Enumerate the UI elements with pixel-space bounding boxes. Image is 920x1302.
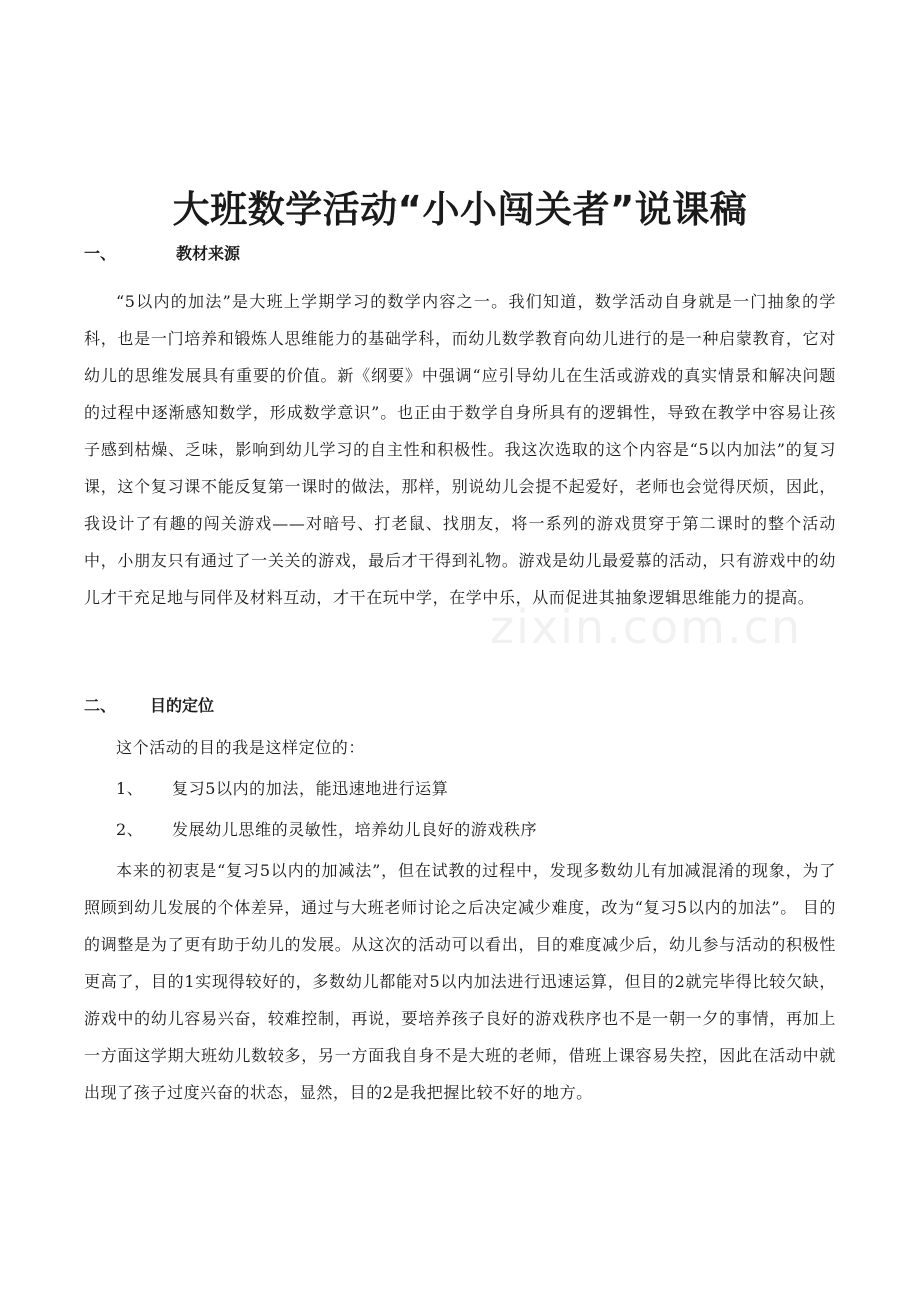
goal-number: 1、 xyxy=(116,779,144,798)
goal-list-item xyxy=(116,819,537,841)
watermark: zixin.com.cn xyxy=(490,600,803,654)
section-label: 目的定位 xyxy=(150,696,215,715)
goal-text: 发展幼儿思维的灵敏性，培养幼儿良好的游戏秩序 xyxy=(172,820,538,839)
section-paragraph-goals: 本来的初衷是“复习5以内的加减法”，但在试教的过程中，发现多数幼儿有加减混淆的现象，为了照顾到幼儿发展的个体差异，通过与大班老师讨论之后决定减少难度，改为“复习5以内的加法”。 目的的调整是为了更有助于幼儿的发展。从这次的活动可以看出，目的难度减少后，幼儿参与活动的积极性更高了，目的1实现得较好的，多数幼儿都能对5以内加法进行迅速运算，但目的2就完毕得比较欠缺，游戏中的幼儿容易兴奋，较难控制，再说，要培养孩子良好的游戏秩序也不是一朝一夕的事情，再加上一方面这学期大班幼儿数较多，另一方面我自身不是大班的老师，借班上课容易失控，因此在活动中就出现了孩子过度兴奋的状态，显然，目的2是我把握比较不好的地方。 xyxy=(84,861,836,1102)
section-label: 教材来源 xyxy=(176,244,241,263)
section-heading-source xyxy=(84,243,240,265)
goal-number: 2、 xyxy=(116,820,144,839)
goal-list-item xyxy=(116,778,448,800)
section-paragraph-source: “5以内的加法”是大班上学期学习的数学内容之一。我们知道，数学活动自身就是一门抽象的学科，也是一门培养和锻炼人思维能力的基础学科，而幼儿数学教育向幼儿进行的是一种启蒙教育，它对幼儿的思维发展具有重要的价值。新《纲要》中强调“应引导幼儿在生活或游戏的真实情景和解决问题的过程中逐渐感知数学，形成数学意识”。也正由于数学自身所具有的逻辑性，导致在教学中容易让孩子感到枯燥、乏味，影响到幼儿学习的自主性和积极性。我这次选取的这个内容是“5以内加法”的复习课，这个复习课不能反复第一课时的做法，那样，别说幼儿会提不起爱好，老师也会觉得厌烦，因此，我设计了有趣的闯关游戏——对暗号、打老鼠、找朋友，将一系列的游戏贯穿于第二课时的整个活动中，小朋友只有通过了一关关的游戏，最后才干得到礼物。游戏是幼儿最爱慕的活动，只有游戏中的幼儿才干充足地与同伴及材料互动，才干在玩中学，在学中乐，从而促进其抽象逻辑思维能力的提高。 xyxy=(84,292,836,607)
goal-text: 复习5以内的加法，能迅速地进行运算 xyxy=(172,779,449,798)
section-number: 一、 xyxy=(84,244,117,263)
section-heading-goals xyxy=(84,695,214,717)
goals-intro: 这个活动的目的我是这样定位的： xyxy=(116,738,366,757)
document-title: 大班数学活动“小小闯关者”说课稿 xyxy=(172,188,748,231)
section-number: 二、 xyxy=(84,696,117,715)
